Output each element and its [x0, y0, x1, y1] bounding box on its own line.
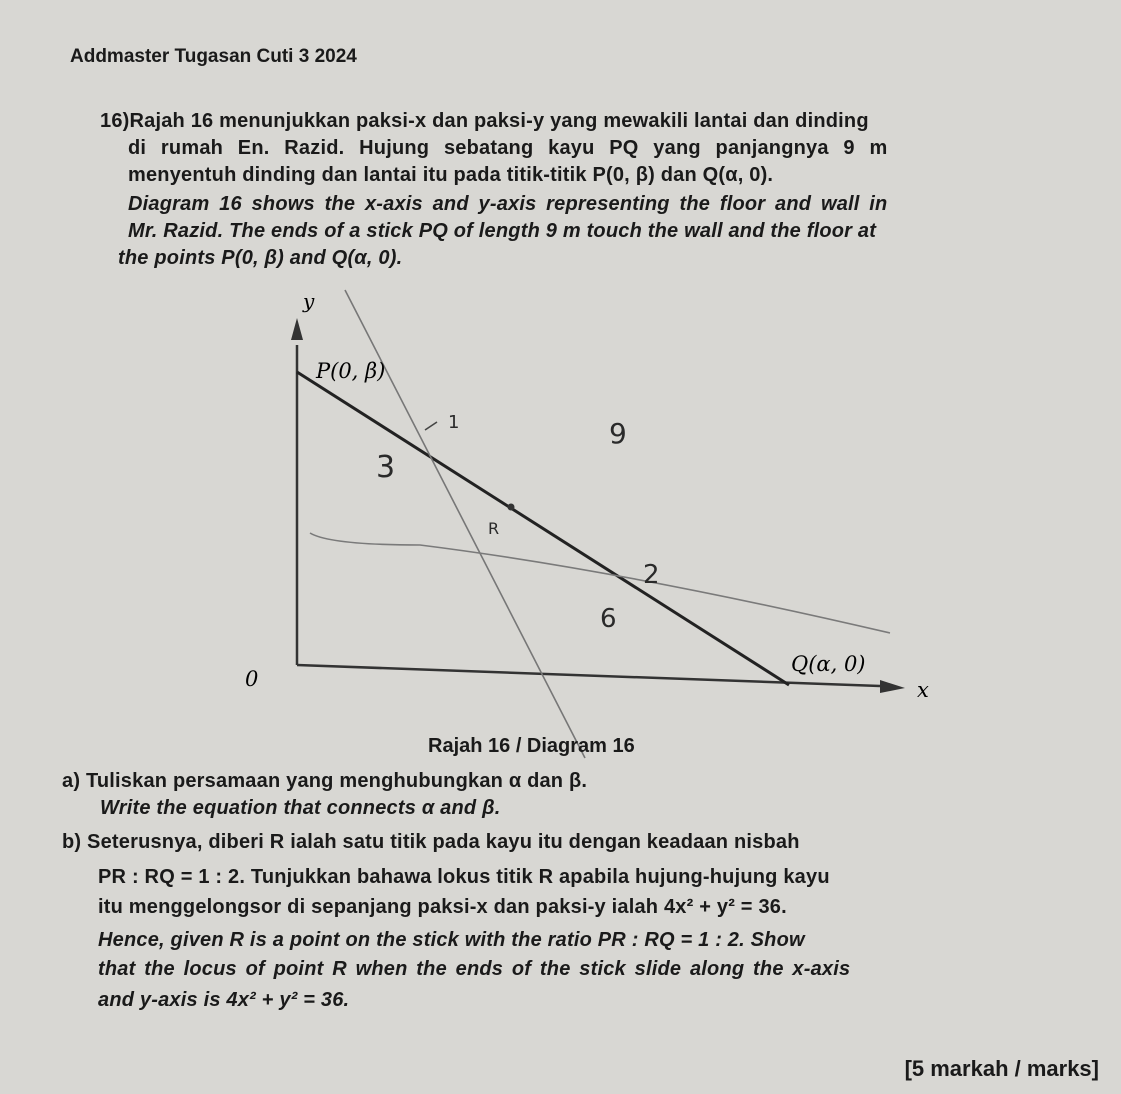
question-line-en-3: the points P(0, β) and Q(α, 0).: [118, 247, 403, 269]
x-axis-label: x: [917, 678, 929, 702]
annotation-part-2: 2: [643, 560, 660, 590]
origin-label: 0: [245, 667, 259, 691]
annotation-part-1: 1: [448, 412, 460, 433]
part-b-line-1: b) Seterusnya, diberi R ialah satu titik pada kayu itu dengan keadaan nisbah: [62, 831, 800, 853]
annotation-ratio-3: 3: [376, 450, 396, 485]
marks-allocation: [5 markah / marks]: [904, 1056, 1099, 1081]
question-line-ms-1: 16)Rajah 16 menunjukkan paksi-x dan paksi-y yang mewakili lantai dan dinding: [100, 110, 869, 132]
part-b-line-4: Hence, given R is a point on the stick with the ratio PR : RQ = 1 : 2. Show: [98, 929, 805, 951]
annotation-point-r: R: [488, 519, 500, 538]
annotation-length-6: 6: [600, 604, 617, 634]
point-q-label: Q(α, 0): [791, 652, 866, 676]
tick-mark: [425, 422, 437, 430]
question-line-en-1: Diagram 16 shows the x-axis and y-axis representing the floor and wall in: [128, 193, 888, 215]
part-a-en: Write the equation that connects α and β.: [100, 797, 501, 819]
part-b-line-3: itu menggelongsor di sepanjang paksi-x dan paksi-y ialah 4x² + y² = 36.: [98, 896, 787, 918]
diagram-caption: Rajah 16 / Diagram 16: [428, 735, 635, 757]
question-line-en-2: Mr. Razid. The ends of a stick PQ of length 9 m touch the wall and the floor at: [128, 220, 877, 242]
part-b-line-2: PR : RQ = 1 : 2. Tunjukkan bahawa lokus titik R apabila hujung-hujung kayu: [98, 866, 830, 888]
question-line-ms-2: di rumah En. Razid. Hujung sebatang kayu PQ yang panjangnya 9 m: [128, 137, 888, 159]
y-axis-label: y: [303, 289, 315, 313]
annotation-length-9: 9: [609, 417, 627, 450]
point-p-label: P(0, β): [316, 359, 386, 383]
question-line-ms-3: menyentuh dinding dan lantai itu pada titik-titik P(0, β) dan Q(α, 0).: [128, 164, 774, 186]
part-a-ms: a) Tuliskan persamaan yang menghubungkan α dan β.: [62, 770, 588, 792]
y-axis-arrow-icon: [291, 318, 303, 340]
x-axis-arrow-icon: [880, 680, 905, 693]
part-b-line-5: that the locus of point R when the ends of the stick slide along the x-axis: [98, 958, 851, 980]
point-r-dot: [508, 504, 515, 511]
stick-pq: [297, 372, 789, 685]
worksheet-header: Addmaster Tugasan Cuti 3 2024: [70, 46, 357, 67]
part-b-line-6: and y-axis is 4x² + y² = 36.: [98, 989, 350, 1011]
